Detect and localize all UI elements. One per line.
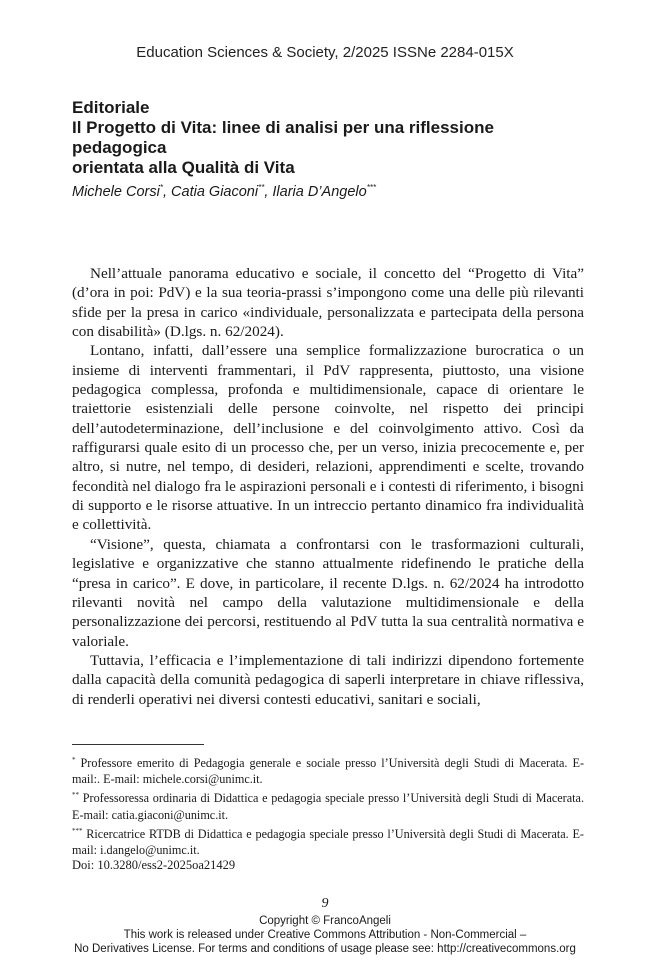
author-name: Michele Corsi	[72, 183, 160, 200]
body-paragraph: Tuttavia, l’efficacia e l’implementazione di tali indirizzi dipendono fortemente dalla capacità della comunità pedagogica di saperli interpretare in chiave riflessiva, di renderli operativi nei diversi contesti educativi, sanitari e sociali,	[72, 651, 584, 708]
copyright-footer	[0, 914, 650, 956]
page-number: 9	[321, 896, 329, 911]
article-heading	[72, 98, 592, 201]
author-footnote-mark[interactable]: *	[159, 183, 163, 192]
author-separator: ,	[264, 183, 273, 200]
article-title-line-2: orientata alla Qualità di Vita	[72, 158, 295, 177]
article-title	[72, 118, 592, 178]
author-list	[72, 179, 592, 201]
doi[interactable]: Doi: 10.3280/ess2-2025oa21429	[72, 858, 236, 872]
footnote-mark: ***	[72, 826, 83, 835]
article-title-line-1: Il Progetto di Vita: linee di analisi per una riflessione pedagogica	[72, 118, 494, 157]
copyright-line: Copyright © FrancoAngeli	[259, 915, 391, 927]
author-separator: ,	[162, 183, 172, 200]
footnote	[72, 787, 584, 822]
body-paragraph: Nell’attuale panorama educativo e sociale, il concetto del “Progetto di Vita” (d’ora in poi: PdV) e la sua teoria-prassi s’impongono come una delle più rilevanti sfide per la presa in carico «individuale, personalizzata e partecipata della persona con disabilità» (D.lgs. n. 62/2024).	[72, 265, 584, 341]
footnote-mark: *	[72, 756, 76, 764]
section-label: Editoriale	[72, 98, 150, 117]
license-line: This work is released under Creative Commons Attribution - Non-Commercial –	[123, 929, 527, 941]
footnote-text: Professoressa ordinaria di Didattica e pedagogia speciale presso l’Università degli Studi di Macerata. E-mail: catia.giaconi@unimc.it.	[72, 791, 584, 822]
author-footnote-mark[interactable]: **	[258, 183, 265, 192]
body-paragraph: “Visione”, questa, chiamata a confrontarsi con le trasformazioni culturali, legislative e organizzative che stanno attualmente ridefinendo le pratiche della “presa in carico”. E dove, in particolare, il recente D.lgs. n. 62/2024 ha introdotto rilevanti novità nel campo della valutazione multidimensionale e della personalizzazione dei percorsi, restituendo al PdV tutta la sua centralità normativa e valoriale.	[72, 535, 584, 650]
license-line[interactable]: No Derivatives License. For terms and conditions of usage please see: http://creativecommons.org	[74, 943, 576, 955]
footnote-text: Ricercatrice RTDB di Didattica e pedagogia speciale presso l’Università degli Studi di Macerata. E-mail: i.dangelo@unimc.it.	[72, 827, 584, 858]
author-name: Catia Giaconi	[171, 183, 259, 200]
footnote-mark: **	[72, 791, 79, 800]
footnotes	[72, 752, 584, 858]
running-head: Education Sciences & Society, 2/2025 ISSNe 2284-015X	[136, 44, 514, 61]
author-name: Ilaria D’Angelo	[272, 183, 367, 200]
author-footnote-mark[interactable]: ***	[366, 183, 377, 192]
body-paragraph: Lontano, infatti, dall’essere una semplice formalizzazione burocratica o un insieme di interventi frammentari, il PdV rappresenta, piuttosto, una visione pedagogica complessa, profonda e multidimensionale, capace di orientare le traiettorie esistenziali delle persone coinvolte, nel rispetto dei principi dell’autodeterminazione, dell’inclusione e del coinvolgimento attivo. Così da raffigurarsi quale esito di un processo che, per un verso, inizia precocemente e, per altro, si nutre, nel tempo, di desideri, relazioni, apprendimenti e scelte, trovando fecondità nel dialogo fra le aspirazioni personali e i contesti di riferimento, i bisogni di supporto e le risorse attuative. In un intreccio pertanto dinamico fra individualità e collettività.	[72, 342, 584, 534]
footnote	[72, 823, 584, 858]
footnote-text: Professore emerito di Pedagogia generale e sociale presso l’Università degli Studi di Macerata. E-mail:. E-mail: michele.corsi@unimc.it.	[72, 756, 584, 787]
footnote-divider	[72, 744, 204, 745]
footnote	[72, 752, 584, 787]
article-body	[72, 264, 584, 709]
